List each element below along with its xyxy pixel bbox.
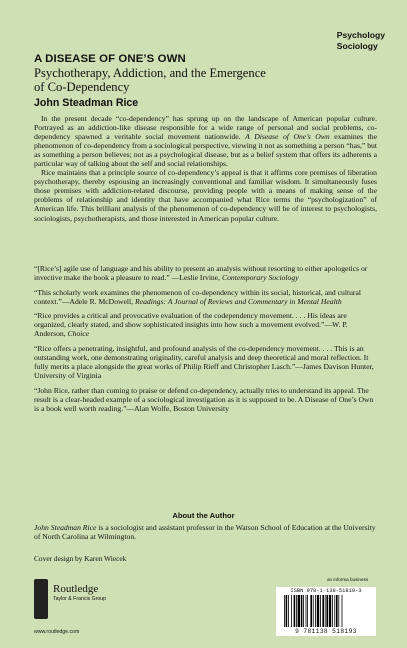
routledge-logo	[34, 579, 107, 625]
category-psychology: Psychology	[336, 30, 385, 40]
about-author-text: John Steadman Rice is a sociologist and assistant professor in the Watson School of Education at the University of North Carolina at Wilmington.	[34, 523, 376, 542]
review-quote: “Rice provides a critical and provocative evaluation of the codependency movement. . . . His ideas are organized, clearly stated, and show sophisticated insights into how such a movement evolved.”—W. P. Anderson, Choice	[34, 311, 348, 339]
book-title: A DISEASE OF ONE’S OWN	[34, 53, 186, 65]
review-quote: “Rice offers a penetrating, insightful, and profound analysis of the co-dependency movement. . . . This is an outstanding work, one demonstrating originality, careful analysis and deep theoretical and moral reflection. It fully merits a place alongside the great works of Philip Rieff and Christopher Lasch.”—James Davison Hunter, University of Virginia	[34, 344, 374, 381]
description-paragraph-1: In the present decade “co-dependency” has sprung up on the landscape of American popular culture. Portrayed as an addiction-like disease responsible for a wide range of personal and social problems, co-dependency spawned a veritable social movement nationwide. A Disease of One’s Own examines the phenomenon of co-dependency from a sociological perspective, viewing it not as something a person “has,” but as something a person believes; not as a psychological disease, but as a belief system that offers its adherents a particular way of talking about the self and social relationships.	[34, 114, 378, 169]
subtitle-line-2: of Co-Dependency	[34, 79, 130, 94]
barcode-box	[276, 587, 376, 636]
review-quote: “This scholarly work examines the phenomenon of co-dependency within its social, historical, and cultural context.”—Adele R. McDowell, Readings: A Journal of Reviews and Commentary in Mental Health	[34, 287, 361, 306]
barcode-icon	[282, 595, 370, 627]
publisher-group: Taylor & Francis Group	[53, 596, 107, 602]
subtitle-line-1: Psychotherapy, Addiction, and the Emergence	[34, 66, 266, 80]
isbn-label: ISBN 978-1-138-51819-3	[290, 588, 362, 594]
publisher-name: Routledge	[53, 583, 99, 595]
review-quotes	[34, 264, 377, 419]
book-subtitle	[34, 67, 374, 94]
about-author-heading: About the Author	[172, 511, 235, 520]
cover-design-credit: Cover design by Karen Wiecek	[34, 554, 127, 563]
author-name: John Steadman Rice	[34, 97, 139, 109]
barcode-number: 9 781138 518193	[295, 628, 357, 635]
review-quote: “John Rice, rather than coming to praise or defend co-dependency, actually tries to understand its appeal. The result is a clear-headed example of a sociological investigation as it is supposed to be. A Disease of One’s Own is a book well worth reading.”—Alan Wolfe, Boston University	[34, 385, 374, 413]
routledge-shield-icon	[34, 579, 48, 619]
review-quote: “[Rice’s] agile use of language and his ability to present an analysis without resorting to either apologetics or invective make the book a pleasure to read.” —Leslie Irvine, Contemporary Sociology	[34, 264, 368, 283]
description-paragraph-2: Rice maintains that a principle source of co-dependency’s appeal is that it affirms core premises of liberation psychotherapy, thereby espousing an increasingly conventional and familiar wisdom. It simultaneously fuses those premises with addiction-related discourse, providing people with a means of making sense of the problems of relationship and identity that have accompanied what Rice terms the “psychologization” of American life. This brilliant analysis of the phenomenon of co-dependency will be of interest to psychologists, sociologists, psychotherapists, and those interested in American popular culture.	[34, 168, 377, 223]
book-description	[34, 114, 377, 223]
informa-label: an informa business	[327, 577, 369, 582]
category-label	[337, 30, 385, 52]
category-sociology: Sociology	[336, 41, 378, 51]
publisher-url: www.routledge.com	[34, 629, 80, 635]
